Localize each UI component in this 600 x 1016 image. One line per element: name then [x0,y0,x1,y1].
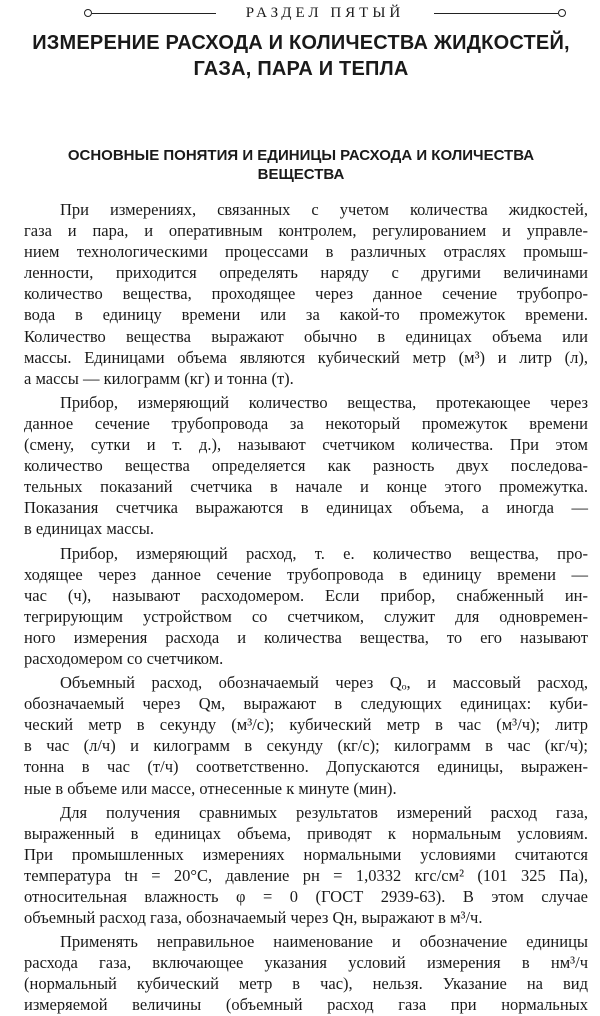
book-page [0,2,600,1015]
text-line: Объемный расход, обозначаемый через Qₒ, и массовый расход, [60,673,588,693]
text-line: ного измерения расхода и количества вещества, то его называют [24,627,588,647]
paragraph [24,672,588,799]
text-line: температура tн = 20°С, давление pн = 1,0332 кгс/см² (101 325 Па), [24,865,588,885]
text-line: При измерениях, связанных с учетом количества жидкостей, [60,200,588,219]
paragraph [24,802,588,929]
text-line: тельных показаний счетчика в начале и конце этого промежутка. [24,477,588,497]
text-line: (нормальный кубический метр в час), нельзя. Указание на вид [24,974,588,994]
text-line: расходомером со счетчиком. [24,648,224,668]
text-line: газа и пара, и оперативным контролем, регулированием и управле- [24,221,588,241]
text-line: количество вещества, проходящее через данное сечение трубопро- [24,284,588,304]
text-line: час (ч), называют расходомером. Если прибор, снабженный ин- [24,585,588,605]
text-line: массы. Единицами объема являются кубический метр (м³) и литр (л), [24,347,588,367]
text-line: а массы — килограмм (кг) и тонна (т). [24,368,294,388]
text-line: тегрирующим устройством со счетчиком, служит для одновремен- [24,606,588,626]
paragraph [24,392,588,540]
text-line: в единицах массы. [24,519,154,539]
text-line: количество вещества определяется как разность двух последова- [24,456,588,476]
text-line: расхода газа, включающее указания условий измерения в нм³/ч [24,953,588,973]
text-line: выраженный в единицах объема, приводят к нормальным условиям. [24,823,588,843]
chapter-title [24,30,578,82]
text-line: Количество вещества выражают обычно в единицах объема или [24,326,588,346]
text-line: Прибор, измеряющий расход, т. е. количество вещества, про- [60,543,588,563]
chapter-title-line: ГАЗА, ПАРА И ТЕПЛА [193,58,409,80]
subsection-title-line: ВЕЩЕСТВА [257,166,345,183]
text-line: Для получения сравнимых результатов измерений расход газа, [60,802,588,822]
text-line: нием технологическими процессами в различных отраслях промыш- [24,242,588,262]
subsection-title-line: ОСНОВНЫЕ ПОНЯТИЯ И ЕДИНИЦЫ РАСХОДА И КОЛИЧЕСТВА [67,147,535,164]
text-line: вода в единицу времени или за какой-то промежуток времени. [24,305,588,325]
text-line: ходящее через данное сечение трубопровода в единицу времени — [24,564,588,584]
text-line: обозначаемый через Qм, выражают в следующих единицах: куби- [24,694,588,714]
text-line: данное сечение трубопровода за некоторый промежуток времени [24,413,588,433]
chapter-title-line: ИЗМЕРЕНИЕ РАСХОДА И КОЛИЧЕСТВА ЖИДКОСТЕЙ, [32,32,570,54]
section-header [84,2,566,26]
text-line: тонна в час (т/ч) соответственно. Допускаются единицы, выражен- [24,757,588,777]
text-line: (смену, сутки и т. д.), называют счетчиком количества. При этом [24,435,588,455]
text-line: ческий метр в секунду (м³/с); кубический метр в час (м³/ч); литр [24,715,588,735]
text-line: ленности, приходится определять наряду с другими величинами [24,263,588,283]
text-line: ные в объеме или массе, отнесенные к минуте (мин). [24,778,397,798]
text-line: объемный расход газа, обозначаемый через Qн, выражают в м³/ч. [24,908,483,928]
paragraph [24,199,588,389]
subsection-title [34,146,568,184]
text-line: относительная влажность φ = 0 (ГОСТ 2939-63). В этом случае [24,887,588,906]
text-line: Показания счетчика выражаются в единицах объема, а иногда — [24,498,588,518]
paragraph [24,543,588,670]
body-text [24,199,588,1016]
text-line: измеряемой величины (объемный расход газа при нормальных [24,995,588,1015]
section-label: РАЗДЕЛ ПЯТЫЙ [245,5,405,21]
text-line: При промышленных измерениях нормальными условиями считаются [24,844,588,864]
text-line: в час (л/ч) и килограмм в секунду (кг/с); килограмм в час (кг/ч); [24,736,588,756]
text-line: Применять неправильное наименование и обозначение единицы [60,932,588,952]
text-line: Прибор, измеряющий количество вещества, протекающее через [60,392,588,412]
paragraph [24,931,588,1015]
